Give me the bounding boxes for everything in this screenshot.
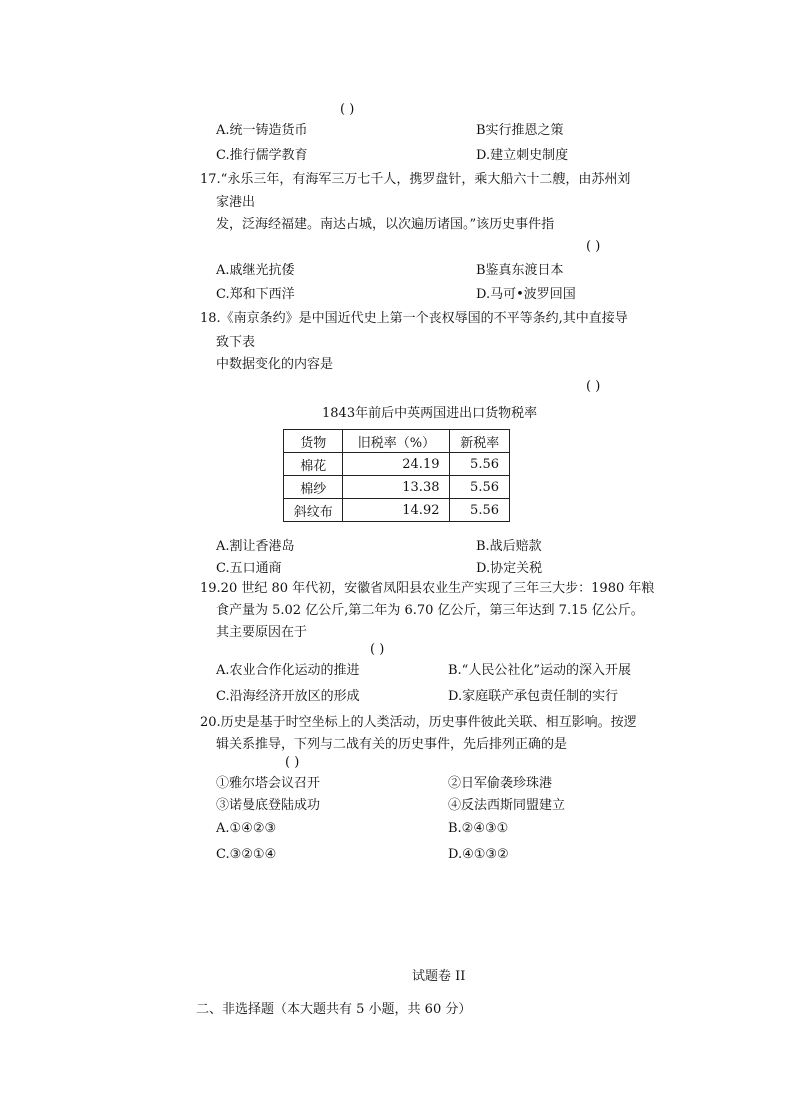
q18-option-a: A.割让香港岛	[216, 539, 295, 554]
column-header-new-rate: 新税率	[450, 430, 510, 453]
q19-option-d: D.家庭联产承包责任制的实行	[448, 689, 619, 704]
q20-event-2: ②日军偷袭珍珠港	[448, 776, 553, 791]
new-rate-cell: 5.56	[450, 476, 510, 499]
new-rate-cell: 5.56	[450, 453, 510, 476]
q19-option-c: C.沿海经济开放区的形成	[216, 689, 360, 704]
paper-section-title: 试题卷 II	[412, 969, 466, 984]
q19-option-a: A.农业合作化运动的推进	[216, 663, 360, 678]
q16-answer-paren: ( )	[340, 102, 355, 117]
q17-stem-line3: 发，泛海经福建。南达占城，以次遍历诸国。”该历史事件指	[216, 217, 555, 232]
table-header-row	[284, 430, 510, 453]
goods-cell: 斜纹布	[284, 499, 343, 522]
goods-cell: 棉纱	[284, 476, 343, 499]
q20-stem-line2: 辑关系推导，下列与二战有关的历史事件，先后排列正确的是	[216, 737, 568, 752]
q17-answer-paren: ( )	[586, 239, 601, 254]
column-header-goods: 货物	[284, 430, 343, 453]
q20-event-3: ③诺曼底登陆成功	[216, 798, 321, 813]
q17-option-c: C.郑和下西洋	[216, 287, 295, 302]
q20-stem-line1: 20.历史是基于时空坐标上的人类活动，历史事件彼此关联、相互影响。按逻	[200, 715, 637, 730]
q20-event-4: ④反法西斯同盟建立	[448, 798, 566, 813]
q16-option-c: C.推行儒学教育	[216, 148, 308, 163]
table-row	[284, 453, 510, 476]
q20-event-1: ①雅尔塔会议召开	[216, 776, 321, 791]
q18-option-c: C.五口通商	[216, 561, 282, 576]
q20-option-c: C.③②①④	[216, 847, 277, 862]
q18-answer-paren: ( )	[586, 379, 601, 394]
q16-option-d: D.建立刺史制度	[476, 148, 569, 163]
q20-option-a: A.①④②③	[216, 821, 277, 836]
old-rate-cell: 14.92	[343, 499, 450, 522]
q20-answer-paren: ( )	[285, 755, 300, 770]
q20-option-b: B.②④③①	[448, 821, 509, 836]
q17-option-d: D.马可•波罗回国	[476, 287, 576, 302]
q18-table-caption: 1843年前后中英两国进出口货物税率	[322, 406, 538, 421]
q16-option-a: A.统一铸造货币	[216, 123, 308, 138]
tax-rate-table	[283, 429, 510, 522]
q19-stem-line2: 食产量为 5.02 亿公斤,第二年为 6.70 亿公斤，第三年达到 7.15 亿公斤。	[216, 603, 644, 618]
q18-stem-line1: 18.《南京条约》是中国近代史上第一个丧权辱国的不平等条约,其中直接导	[200, 311, 628, 326]
section-heading: 二、非选择题（本大题共有 5 小题，共 60 分）	[196, 1002, 472, 1017]
q19-answer-paren: ( )	[370, 642, 385, 657]
q17-option-b: B鉴真东渡日本	[476, 263, 564, 278]
q18-option-d: D.协定关税	[476, 561, 543, 576]
q17-stem-line2: 家港出	[216, 195, 256, 210]
old-rate-cell: 13.38	[343, 476, 450, 499]
q18-stem-line2: 致下表	[216, 335, 256, 350]
q16-option-b: B实行推恩之策	[476, 123, 564, 138]
new-rate-cell: 5.56	[450, 499, 510, 522]
q19-stem-line3: 其主要原因在于	[216, 625, 308, 640]
q18-option-b: B.战后赔款	[476, 539, 542, 554]
goods-cell: 棉花	[284, 453, 343, 476]
q17-option-a: A.戚继光抗倭	[216, 263, 295, 278]
table-row	[284, 476, 510, 499]
q20-option-d: D.④①③②	[448, 847, 509, 862]
column-header-old-rate: 旧税率（%）	[343, 430, 450, 453]
q19-option-b: B.“人民公社化”运动的深入开展	[448, 663, 631, 678]
q17-stem-line1: 17.“永乐三年，有海军三万七千人，携罗盘针，乘大船六十二艘，由苏州刘	[200, 172, 631, 187]
q19-stem-line1: 19.20 世纪 80 年代初，安徽省凤阳县农业生产实现了三年三大步：1980 年粮	[200, 581, 655, 596]
q18-stem-line3: 中数据变化的内容是	[216, 357, 334, 372]
table-row	[284, 499, 510, 522]
old-rate-cell: 24.19	[343, 453, 450, 476]
